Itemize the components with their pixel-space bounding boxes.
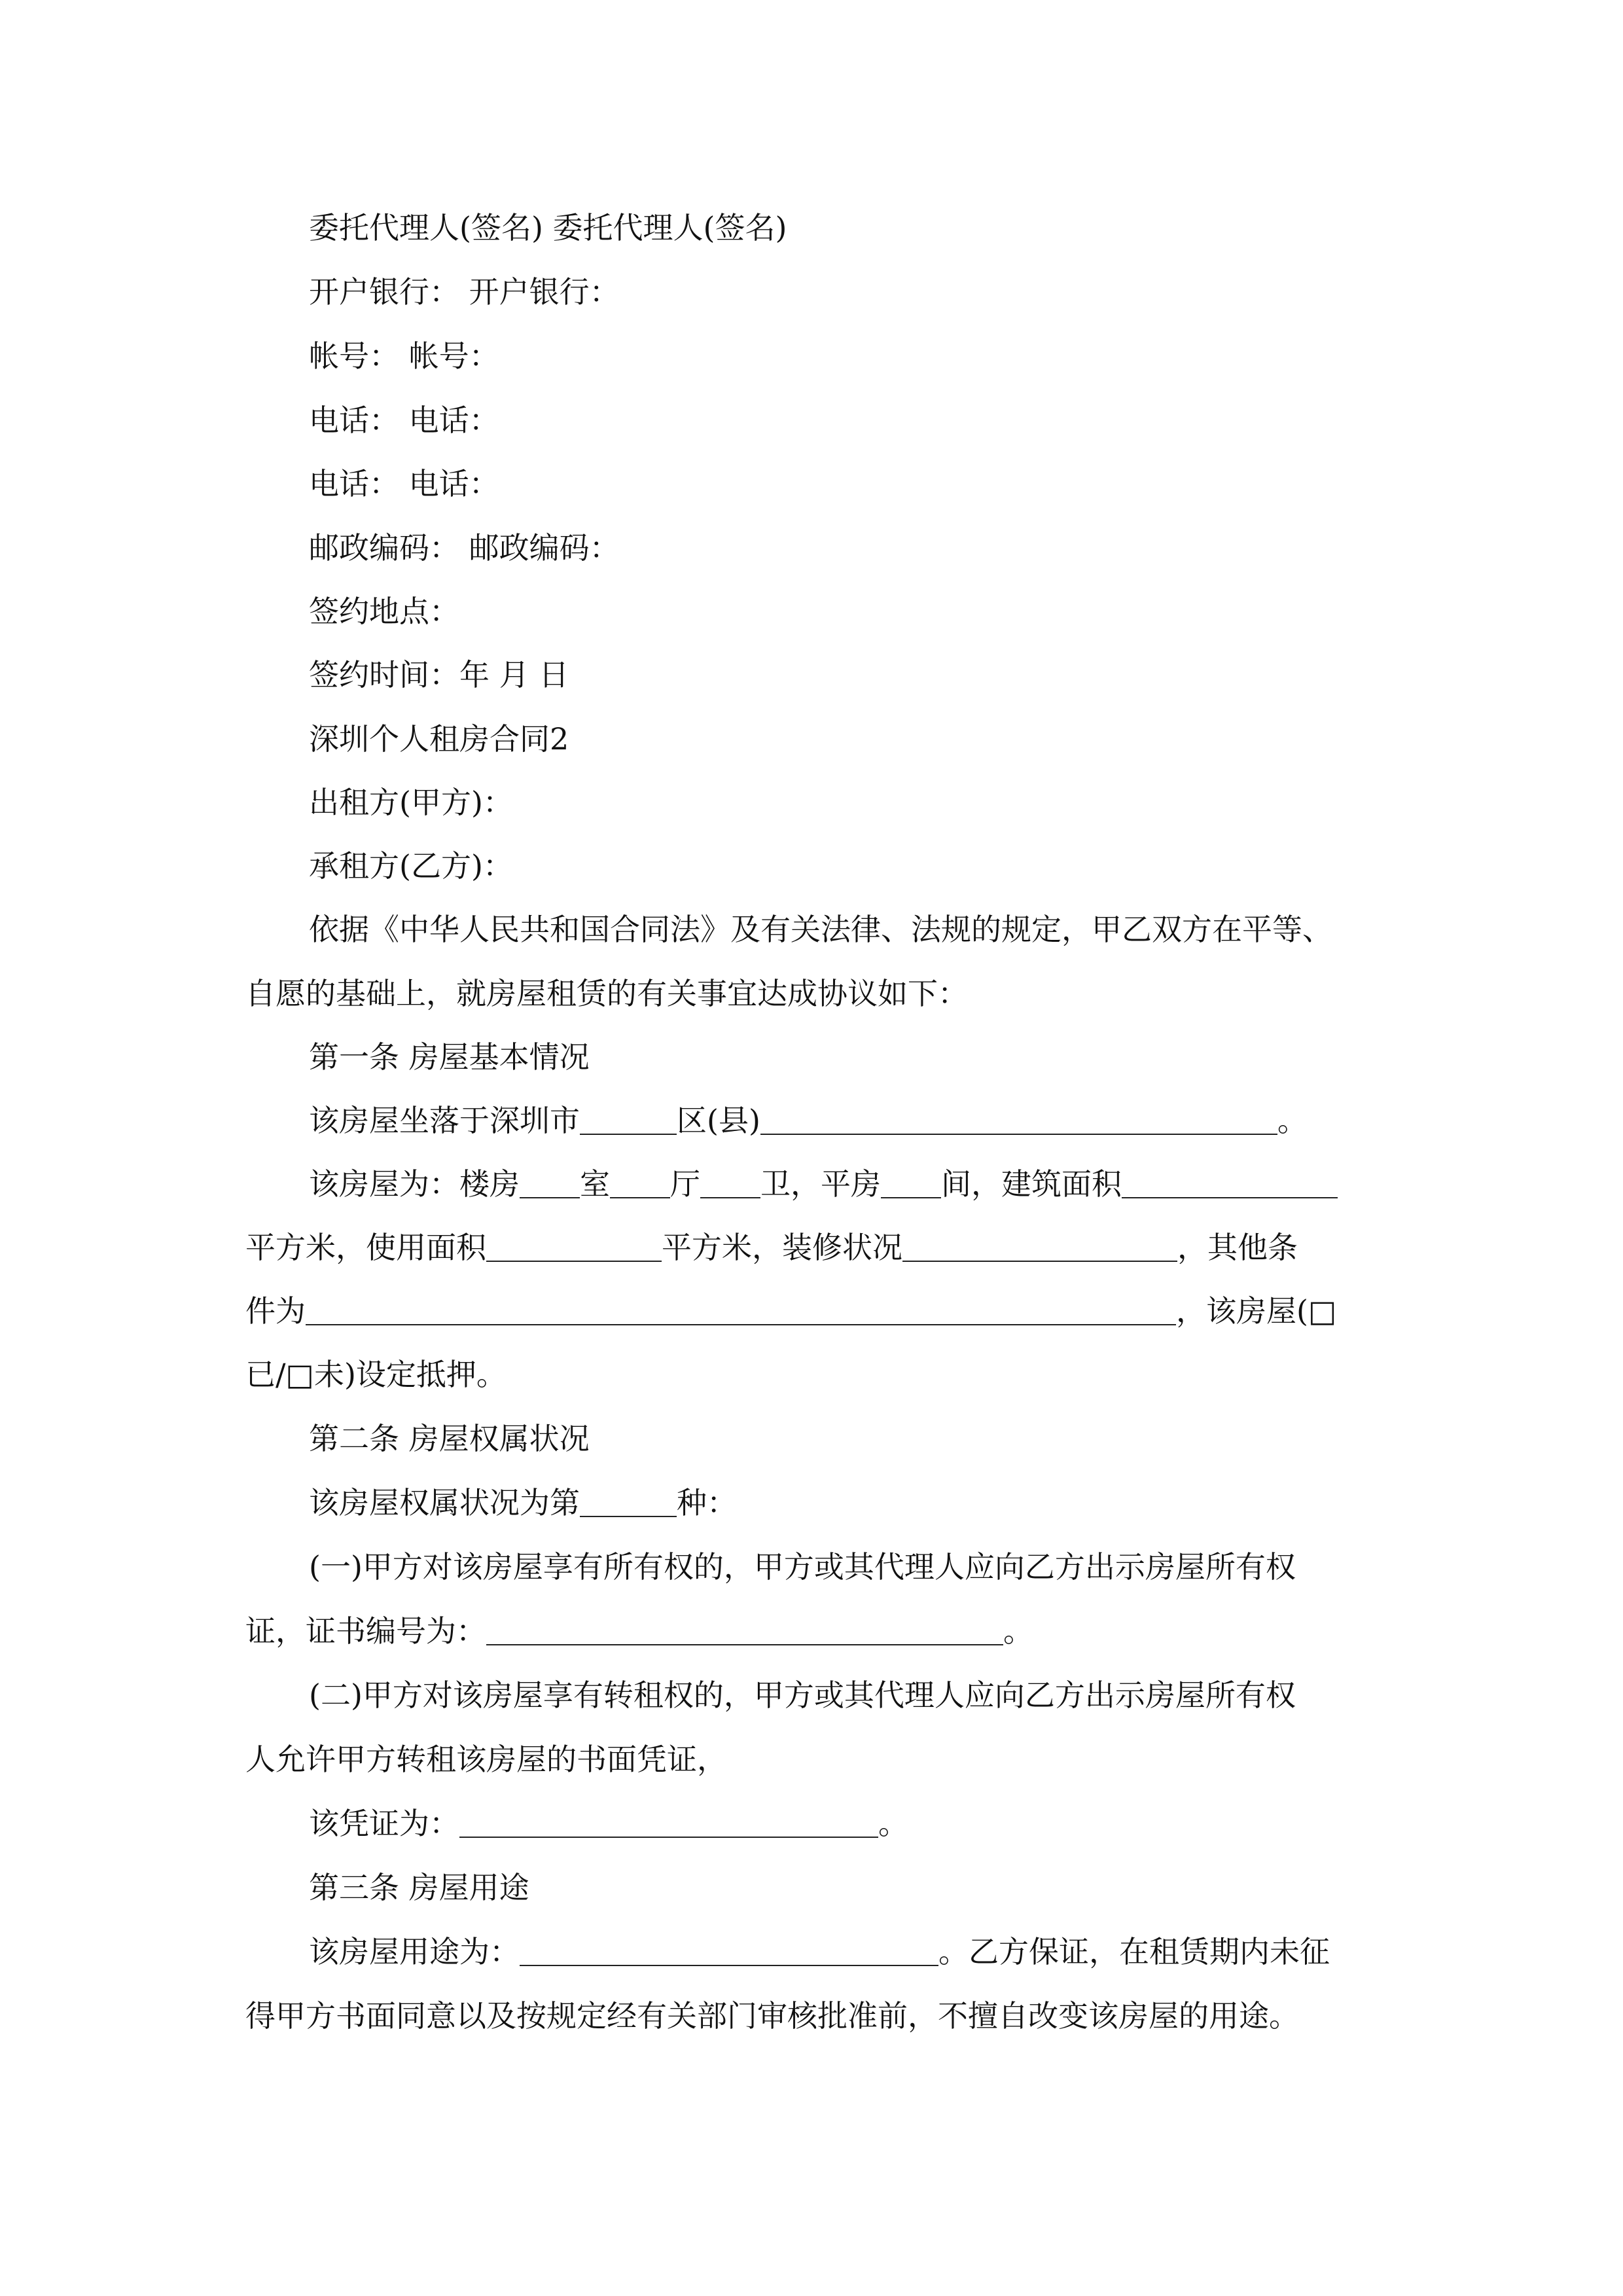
voucher-line — [309, 1804, 908, 1843]
room-count-blank — [520, 1167, 580, 1198]
usable-area-blank — [486, 1230, 662, 1262]
ownership-type-line — [309, 1483, 737, 1522]
house-type-line — [309, 1164, 1338, 1204]
postcode-line: 邮政编码： 邮政编码： — [309, 530, 620, 565]
district-label: 区(县) — [677, 1103, 760, 1138]
account-line: 帐号： 帐号： — [309, 338, 499, 374]
conditions-blank — [306, 1294, 1176, 1325]
location-end: 。 — [1277, 1103, 1308, 1138]
voucher-blank — [459, 1806, 878, 1838]
mortgage-label: ，该房屋(□ — [1176, 1293, 1337, 1329]
voucher-end: 。 — [878, 1806, 908, 1841]
certificate-label: 证，证书编号为： — [245, 1613, 486, 1649]
ownership-type-blank — [580, 1486, 677, 1517]
hall-count-blank — [610, 1167, 670, 1198]
article-2-heading: 第二条 房屋权属状况 — [309, 1421, 590, 1456]
hall-label: 厅 — [670, 1166, 700, 1202]
address-blank — [760, 1103, 1277, 1135]
ownership-type-end: 种： — [677, 1485, 737, 1520]
area-line — [245, 1228, 1298, 1267]
phone-line-2: 电话： 电话： — [309, 466, 499, 501]
building-area-label: 间，建筑面积 — [941, 1166, 1122, 1202]
location-label: 该房屋坐落于深圳市 — [309, 1103, 580, 1138]
contract-title: 深圳个人租房合同2 — [309, 721, 569, 757]
conditions-label: 件为 — [245, 1293, 306, 1329]
conditions-line — [245, 1291, 1336, 1331]
preamble-line-2: 自愿的基础上，就房屋租赁的有关事宜达成协议如下： — [245, 976, 968, 1011]
article-3-heading: 第三条 房屋用途 — [309, 1870, 529, 1905]
usage-label: 该房屋用途为： — [309, 1934, 520, 1969]
usable-area-label: 平方米，使用面积 — [245, 1230, 486, 1265]
phone-line-1: 电话： 电话： — [309, 403, 499, 438]
preamble-line-1: 依据《中华人民共和国合同法》及有关法律、法规的规定，甲乙双方在平等、 — [309, 912, 1332, 947]
signature-agents-line: 委托代理人(签名) 委托代理人(签名) — [309, 210, 787, 245]
usage-line — [309, 1932, 1330, 1971]
usage-line-cont: 得甲方书面同意以及按规定经有关部门审核批准前，不擅自改变该房屋的用途。 — [245, 1998, 1299, 2034]
article-1-heading: 第一条 房屋基本情况 — [309, 1039, 590, 1075]
bath-label: 卫，平房 — [760, 1166, 881, 1202]
lessor-line: 出租方(甲方)： — [309, 785, 513, 820]
usage-blank — [520, 1935, 938, 1966]
lessee-line: 承租方(乙方)： — [309, 848, 513, 884]
bungalow-count-blank — [881, 1167, 941, 1198]
bank-line: 开户银行： 开户银行： — [309, 274, 620, 310]
ownership-clause-2-cont: 人允许甲方转租该房屋的书面凭证， — [245, 1742, 727, 1777]
ownership-clause-2: (二)甲方对该房屋享有转租权的，甲方或其代理人应向乙方出示房屋所有权 — [309, 1677, 1296, 1713]
other-conditions-label: ，其他条 — [1177, 1230, 1298, 1265]
ownership-type-label: 该房屋权属状况为第 — [309, 1485, 580, 1520]
certificate-line — [245, 1611, 1033, 1651]
district-blank — [580, 1103, 677, 1135]
decoration-label: 平方米，装修状况 — [662, 1230, 902, 1265]
certificate-blank — [486, 1614, 1003, 1645]
certificate-end: 。 — [1003, 1613, 1033, 1649]
mortgage-line: 已/□未)设定抵押。 — [245, 1357, 507, 1392]
voucher-label: 该凭证为： — [309, 1806, 459, 1841]
room-label: 室 — [580, 1166, 610, 1202]
building-area-blank — [1122, 1167, 1338, 1198]
signing-date-line: 签约时间：年 月 日 — [309, 657, 569, 692]
signing-place-line: 签约地点： — [309, 594, 459, 629]
decoration-blank — [902, 1230, 1177, 1262]
location-line — [309, 1101, 1308, 1140]
ownership-clause-1: (一)甲方对该房屋享有所有权的，甲方或其代理人应向乙方出示房屋所有权 — [309, 1549, 1296, 1585]
usage-guarantee: 。乙方保证，在租赁期内未征 — [938, 1934, 1330, 1969]
bath-count-blank — [700, 1167, 760, 1198]
house-type-label: 该房屋为：楼房 — [309, 1166, 520, 1202]
